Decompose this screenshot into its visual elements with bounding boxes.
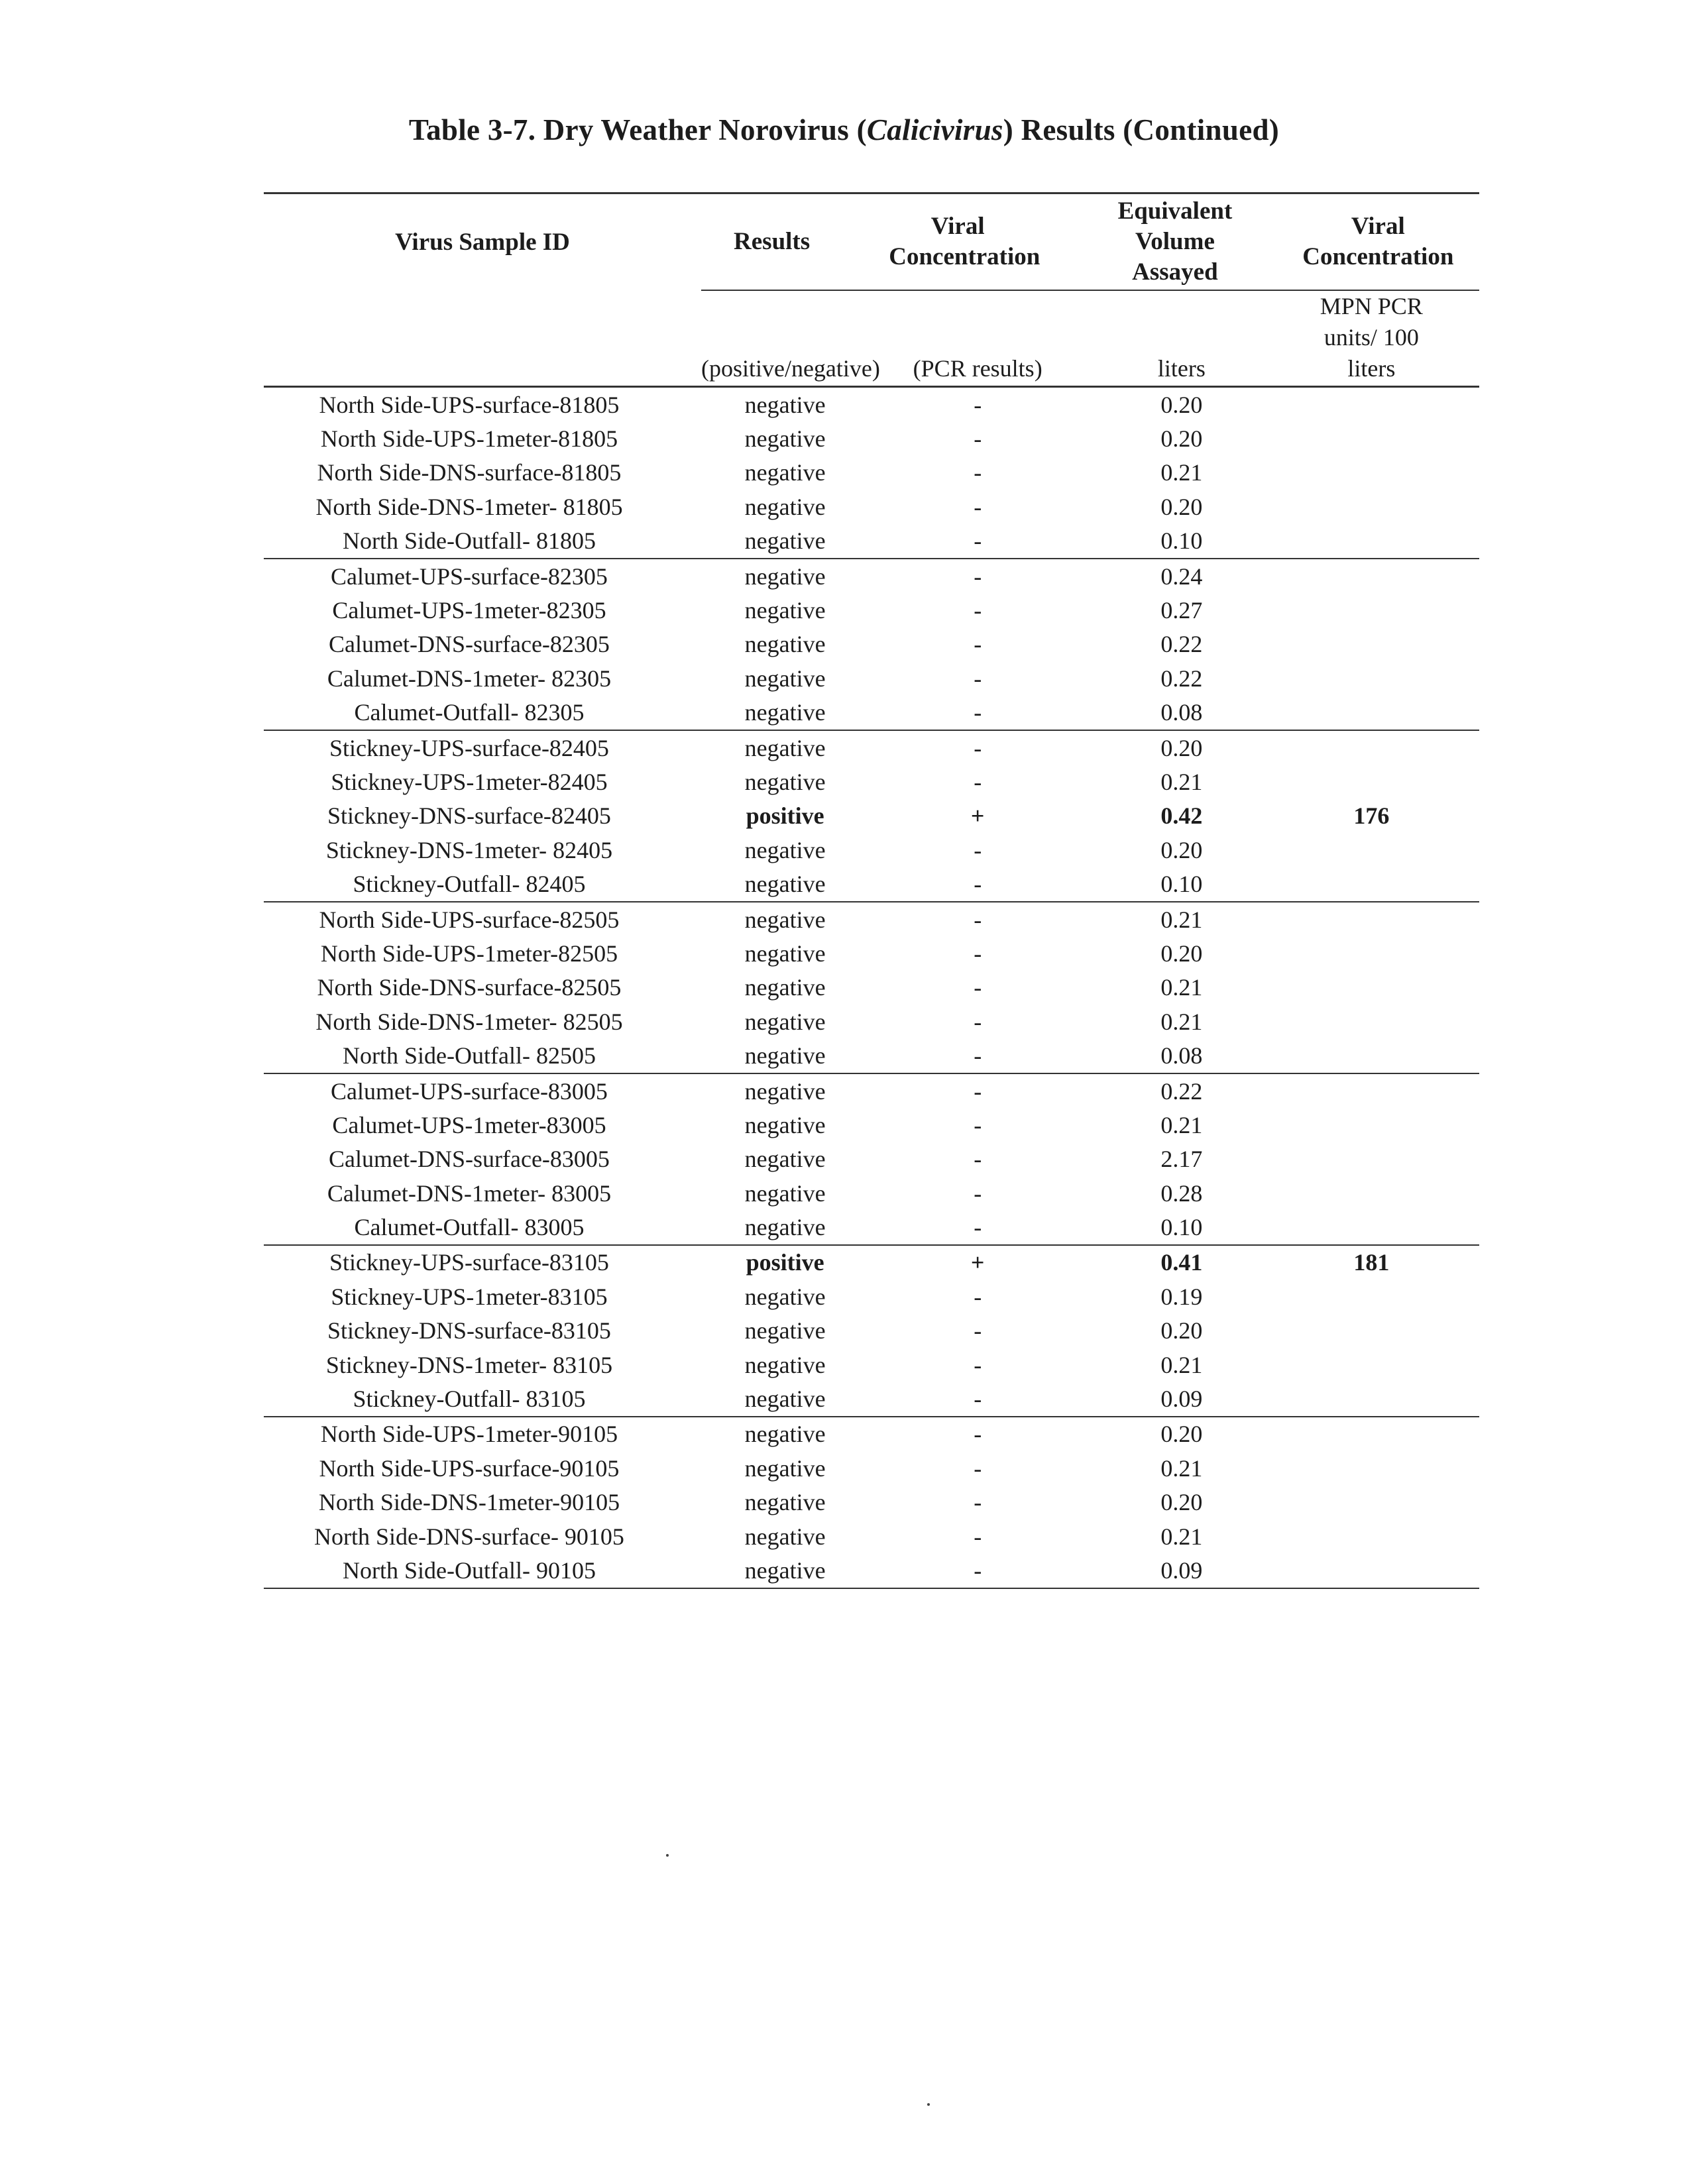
sample-id-cell: Stickney-Outfall- 82405 — [264, 867, 701, 901]
result-cell: negative — [744, 1421, 826, 1448]
table-row — [264, 387, 1479, 422]
result-cell: negative — [744, 734, 826, 761]
mpn-cell — [1277, 661, 1479, 695]
volume-cell: 0.20 — [1160, 940, 1203, 967]
pcr-cell: - — [974, 1146, 982, 1173]
sample-id-cell: North Side-DNS-1meter- 81805 — [315, 493, 623, 520]
sample-id-cell: Calumet-Outfall- 82305 — [264, 696, 701, 730]
result-cell: negative — [744, 425, 826, 453]
pcr-cell: - — [974, 597, 982, 624]
mpn-cell — [1277, 1348, 1479, 1382]
mpn-cell — [1277, 456, 1479, 490]
sample-id-cell: North Side-Outfall- 82505 — [264, 1038, 701, 1073]
mpn-cell — [1277, 559, 1479, 593]
mpn-cell — [1277, 1553, 1479, 1588]
table-row — [264, 1314, 1479, 1348]
volume-cell: 0.20 — [1160, 425, 1203, 453]
units-row — [264, 290, 1479, 387]
mpn-cell — [1277, 1210, 1479, 1244]
volume-cell: 0.10 — [1073, 1210, 1277, 1244]
result-cell: positive — [746, 802, 824, 830]
result-cell: negative — [744, 597, 826, 624]
result-cell: positive — [746, 1249, 824, 1276]
table-row — [264, 1108, 1479, 1142]
volume-cell: 0.20 — [1160, 1317, 1203, 1344]
sample-id-cell: Stickney-UPS-1meter-82405 — [331, 768, 608, 795]
mpn-cell — [1277, 421, 1479, 455]
mpn-cell — [1277, 1451, 1479, 1485]
table-row — [264, 1073, 1479, 1108]
pcr-cell: - — [974, 1317, 982, 1344]
sample-id-cell: North Side-UPS-surface-90105 — [319, 1454, 620, 1482]
pcr-cell: - — [842, 1210, 1073, 1244]
table-row — [264, 971, 1479, 1005]
column-header-equivalent-volume: Equivalent Volume Assayed — [1073, 193, 1277, 291]
mpn-cell — [1277, 593, 1479, 627]
table-row — [264, 1382, 1479, 1416]
column-header-sample-id: Virus Sample ID — [264, 193, 701, 291]
sample-id-cell: Calumet-UPS-surface-82305 — [331, 563, 608, 590]
mpn-cell — [1277, 1176, 1479, 1210]
volume-cell: 0.08 — [1073, 1038, 1277, 1073]
sample-id-cell: Stickney-UPS-1meter-83105 — [331, 1283, 608, 1310]
volume-cell: 0.21 — [1160, 1454, 1203, 1482]
result-cell: negative — [744, 1489, 826, 1516]
result-cell: negative — [744, 836, 826, 863]
volume-cell: 0.28 — [1160, 1179, 1203, 1207]
sample-id-cell: Calumet-UPS-1meter-82305 — [332, 597, 606, 624]
volume-cell: 0.21 — [1160, 1111, 1203, 1138]
mpn-cell — [1277, 971, 1479, 1005]
units-results: (positive/negative) — [701, 290, 842, 387]
pcr-cell: - — [974, 459, 982, 486]
table-row — [264, 1142, 1479, 1176]
sample-id-cell: Stickney-DNS-surface-83105 — [327, 1317, 611, 1344]
result-cell: negative — [744, 974, 826, 1001]
sample-id-cell: Calumet-Outfall- 83005 — [264, 1210, 701, 1244]
result-cell: negative — [744, 631, 826, 658]
result-cell: negative — [744, 1008, 826, 1035]
result-cell: negative — [701, 1382, 842, 1416]
result-cell: negative — [744, 1351, 826, 1378]
result-cell: negative — [744, 940, 826, 967]
scan-speck — [927, 2103, 930, 2106]
header-row — [264, 193, 1479, 291]
sample-id-cell: North Side-DNS-surface-82505 — [317, 974, 622, 1001]
result-cell: negative — [744, 1146, 826, 1173]
volume-cell: 0.21 — [1160, 974, 1203, 1001]
sample-id-cell: Stickney-DNS-1meter- 83105 — [325, 1351, 613, 1378]
result-cell: negative — [701, 1553, 842, 1588]
sample-id-cell: North Side-UPS-1meter-82505 — [320, 940, 618, 967]
table-row — [264, 696, 1479, 730]
pcr-cell: - — [974, 631, 982, 658]
sample-id-cell: Stickney-DNS-surface-82405 — [327, 802, 611, 830]
table-row — [264, 1245, 1479, 1280]
result-cell: negative — [744, 1283, 826, 1310]
mpn-cell — [1277, 1519, 1479, 1553]
volume-cell: 0.20 — [1160, 836, 1203, 863]
mpn-cell — [1277, 1038, 1479, 1073]
table-row — [264, 936, 1479, 970]
result-cell: negative — [744, 493, 826, 520]
volume-cell: 0.19 — [1160, 1283, 1203, 1310]
mpn-cell — [1277, 524, 1479, 559]
mpn-cell — [1277, 1280, 1479, 1313]
pcr-cell: - — [974, 493, 982, 520]
pcr-cell: - — [842, 696, 1073, 730]
table-row — [264, 661, 1479, 695]
table-row — [264, 1417, 1479, 1451]
pcr-cell: - — [842, 524, 1073, 559]
column-header-results: Results — [701, 193, 842, 291]
pcr-cell: - — [974, 1489, 982, 1516]
result-cell: negative — [744, 1454, 826, 1482]
pcr-cell: - — [842, 1038, 1073, 1073]
volume-cell: 0.21 — [1160, 1351, 1203, 1378]
table-row — [264, 1176, 1479, 1210]
volume-cell: 0.20 — [1160, 734, 1203, 761]
mpn-cell — [1277, 1486, 1479, 1519]
volume-cell: 0.21 — [1160, 1008, 1203, 1035]
pcr-cell: - — [842, 1553, 1073, 1588]
table-body — [264, 387, 1479, 1588]
scan-speck — [666, 1854, 669, 1857]
sample-id-cell: North Side-Outfall- 81805 — [264, 524, 701, 559]
table-title — [0, 113, 1688, 147]
volume-cell: 0.27 — [1160, 597, 1203, 624]
result-cell: negative — [744, 563, 826, 590]
volume-cell: 0.10 — [1073, 524, 1277, 559]
table-row — [264, 833, 1479, 867]
sample-id-cell: Stickney-UPS-surface-82405 — [329, 734, 609, 761]
pcr-cell: - — [974, 1179, 982, 1207]
table-row — [264, 559, 1479, 593]
table-row — [264, 1519, 1479, 1553]
table-row — [264, 421, 1479, 455]
sample-id-cell: North Side-UPS-1meter-81805 — [320, 425, 618, 453]
mpn-cell — [1277, 730, 1479, 765]
volume-cell: 0.21 — [1160, 768, 1203, 795]
pcr-cell: - — [974, 1283, 982, 1310]
mpn-cell — [1277, 833, 1479, 867]
volume-cell: 0.09 — [1073, 1553, 1277, 1588]
units-viral-concentration-pcr: (PCR results) — [842, 290, 1073, 387]
volume-cell: 0.22 — [1160, 665, 1203, 692]
mpn-cell — [1277, 1314, 1479, 1348]
table-row — [264, 524, 1479, 559]
table-row — [264, 628, 1479, 661]
mpn-cell: 176 — [1353, 802, 1390, 830]
pcr-cell: - — [974, 1351, 982, 1378]
mpn-cell — [1277, 1382, 1479, 1416]
result-cell: negative — [744, 1111, 826, 1138]
table-row — [264, 867, 1479, 901]
table-title-italic: Calicivirus — [866, 113, 1003, 146]
pcr-cell: - — [974, 1077, 982, 1105]
result-cell: negative — [744, 906, 826, 933]
result-cell: negative — [744, 1523, 826, 1550]
sample-id-cell: North Side-UPS-1meter-90105 — [320, 1421, 618, 1448]
pcr-cell: - — [974, 1523, 982, 1550]
sample-id-cell: Calumet-UPS-surface-83005 — [331, 1077, 608, 1105]
pcr-cell: + — [970, 802, 985, 830]
sample-id-cell: North Side-Outfall- 90105 — [264, 1553, 701, 1588]
units-sample-id — [264, 290, 701, 387]
result-cell: negative — [701, 867, 842, 901]
mpn-cell: 181 — [1353, 1249, 1390, 1276]
result-cell: negative — [744, 1077, 826, 1105]
result-cell: negative — [744, 459, 826, 486]
table-row — [264, 799, 1479, 833]
units-volume: liters — [1073, 290, 1277, 387]
pcr-cell: - — [974, 906, 982, 933]
result-cell: negative — [701, 1210, 842, 1244]
sample-id-cell: Calumet-UPS-1meter-83005 — [332, 1111, 606, 1138]
sample-id-cell: Stickney-UPS-surface-83105 — [329, 1249, 609, 1276]
pcr-cell: - — [974, 1008, 982, 1035]
table-title-prefix: Table 3-7. Dry Weather Norovirus ( — [408, 113, 867, 146]
volume-cell: 0.41 — [1160, 1249, 1203, 1276]
pcr-cell: - — [974, 974, 982, 1001]
mpn-cell — [1277, 1142, 1479, 1176]
volume-cell: 0.08 — [1073, 696, 1277, 730]
sample-id-cell: Calumet-DNS-surface-82305 — [329, 631, 610, 658]
mpn-cell — [1277, 490, 1479, 523]
column-header-viral-concentration-pcr: Viral Concentration — [842, 193, 1073, 291]
result-cell: negative — [701, 524, 842, 559]
pcr-cell: - — [974, 563, 982, 590]
result-cell: negative — [744, 1179, 826, 1207]
table-row — [264, 902, 1479, 936]
volume-cell: 0.21 — [1160, 459, 1203, 486]
pcr-cell: - — [974, 425, 982, 453]
sample-id-cell: North Side-DNS-1meter-90105 — [318, 1489, 620, 1516]
mpn-cell — [1277, 1073, 1479, 1108]
table-row — [264, 765, 1479, 798]
table-row — [264, 1038, 1479, 1073]
column-header-viral-concentration-mpn: Viral Concentration — [1277, 193, 1479, 291]
volume-cell: 0.20 — [1160, 391, 1203, 418]
volume-cell: 0.21 — [1160, 1523, 1203, 1550]
volume-cell: 0.20 — [1160, 493, 1203, 520]
result-cell: negative — [744, 391, 826, 418]
sample-id-cell: North Side-DNS-surface- 90105 — [314, 1523, 624, 1550]
sample-id-cell: Stickney-DNS-1meter- 82405 — [325, 836, 613, 863]
pcr-cell: - — [974, 940, 982, 967]
sample-id-cell: North Side-UPS-surface-81805 — [319, 391, 620, 418]
mpn-cell — [1277, 1417, 1479, 1451]
pcr-cell: - — [974, 391, 982, 418]
pcr-cell: - — [974, 1111, 982, 1138]
sample-id-cell: North Side-DNS-1meter- 82505 — [315, 1008, 623, 1035]
mpn-cell — [1277, 628, 1479, 661]
table-row — [264, 1005, 1479, 1038]
table-row — [264, 730, 1479, 765]
units-viral-concentration-mpn: MPN PCR units/ 100 liters — [1277, 290, 1479, 387]
table-row — [264, 456, 1479, 490]
table-title-suffix: ) Results (Continued) — [1003, 113, 1280, 146]
mpn-cell — [1277, 1108, 1479, 1142]
result-cell: negative — [744, 665, 826, 692]
volume-cell: 0.20 — [1160, 1489, 1203, 1516]
sample-id-cell: Stickney-Outfall- 83105 — [264, 1382, 701, 1416]
mpn-cell — [1277, 867, 1479, 901]
table-row — [264, 1553, 1479, 1588]
volume-cell: 0.20 — [1160, 1421, 1203, 1448]
pcr-cell: - — [974, 768, 982, 795]
pcr-cell: - — [974, 836, 982, 863]
volume-cell: 2.17 — [1160, 1146, 1203, 1173]
pcr-cell: - — [842, 867, 1073, 901]
volume-cell: 0.10 — [1073, 867, 1277, 901]
pcr-cell: - — [842, 1382, 1073, 1416]
sample-id-cell: Calumet-DNS-1meter- 83005 — [327, 1179, 612, 1207]
table-row — [264, 1280, 1479, 1313]
table-row — [264, 1486, 1479, 1519]
volume-cell: 0.09 — [1073, 1382, 1277, 1416]
result-cell: negative — [744, 768, 826, 795]
results-table — [264, 192, 1479, 1589]
pcr-cell: - — [974, 1421, 982, 1448]
volume-cell: 0.42 — [1160, 802, 1203, 830]
table-row — [264, 490, 1479, 523]
table-row — [264, 1451, 1479, 1485]
mpn-cell — [1277, 765, 1479, 798]
mpn-cell — [1277, 936, 1479, 970]
table-row — [264, 593, 1479, 627]
pcr-cell: - — [974, 734, 982, 761]
sample-id-cell: North Side-DNS-surface-81805 — [317, 459, 622, 486]
result-cell: negative — [701, 1038, 842, 1073]
sample-id-cell: Calumet-DNS-surface-83005 — [329, 1146, 610, 1173]
mpn-cell — [1277, 387, 1479, 422]
result-cell: negative — [701, 696, 842, 730]
pcr-cell: - — [974, 1454, 982, 1482]
pcr-cell: - — [974, 665, 982, 692]
volume-cell: 0.24 — [1160, 563, 1203, 590]
table-row — [264, 1348, 1479, 1382]
mpn-cell — [1277, 1005, 1479, 1038]
mpn-cell — [1277, 902, 1479, 936]
volume-cell: 0.22 — [1160, 1077, 1203, 1105]
sample-id-cell: North Side-UPS-surface-82505 — [319, 906, 620, 933]
volume-cell: 0.21 — [1160, 906, 1203, 933]
pcr-cell: + — [970, 1249, 985, 1276]
sample-id-cell: Calumet-DNS-1meter- 82305 — [327, 665, 612, 692]
volume-cell: 0.22 — [1160, 631, 1203, 658]
table-row — [264, 1210, 1479, 1244]
mpn-cell — [1277, 696, 1479, 730]
result-cell: negative — [744, 1317, 826, 1344]
